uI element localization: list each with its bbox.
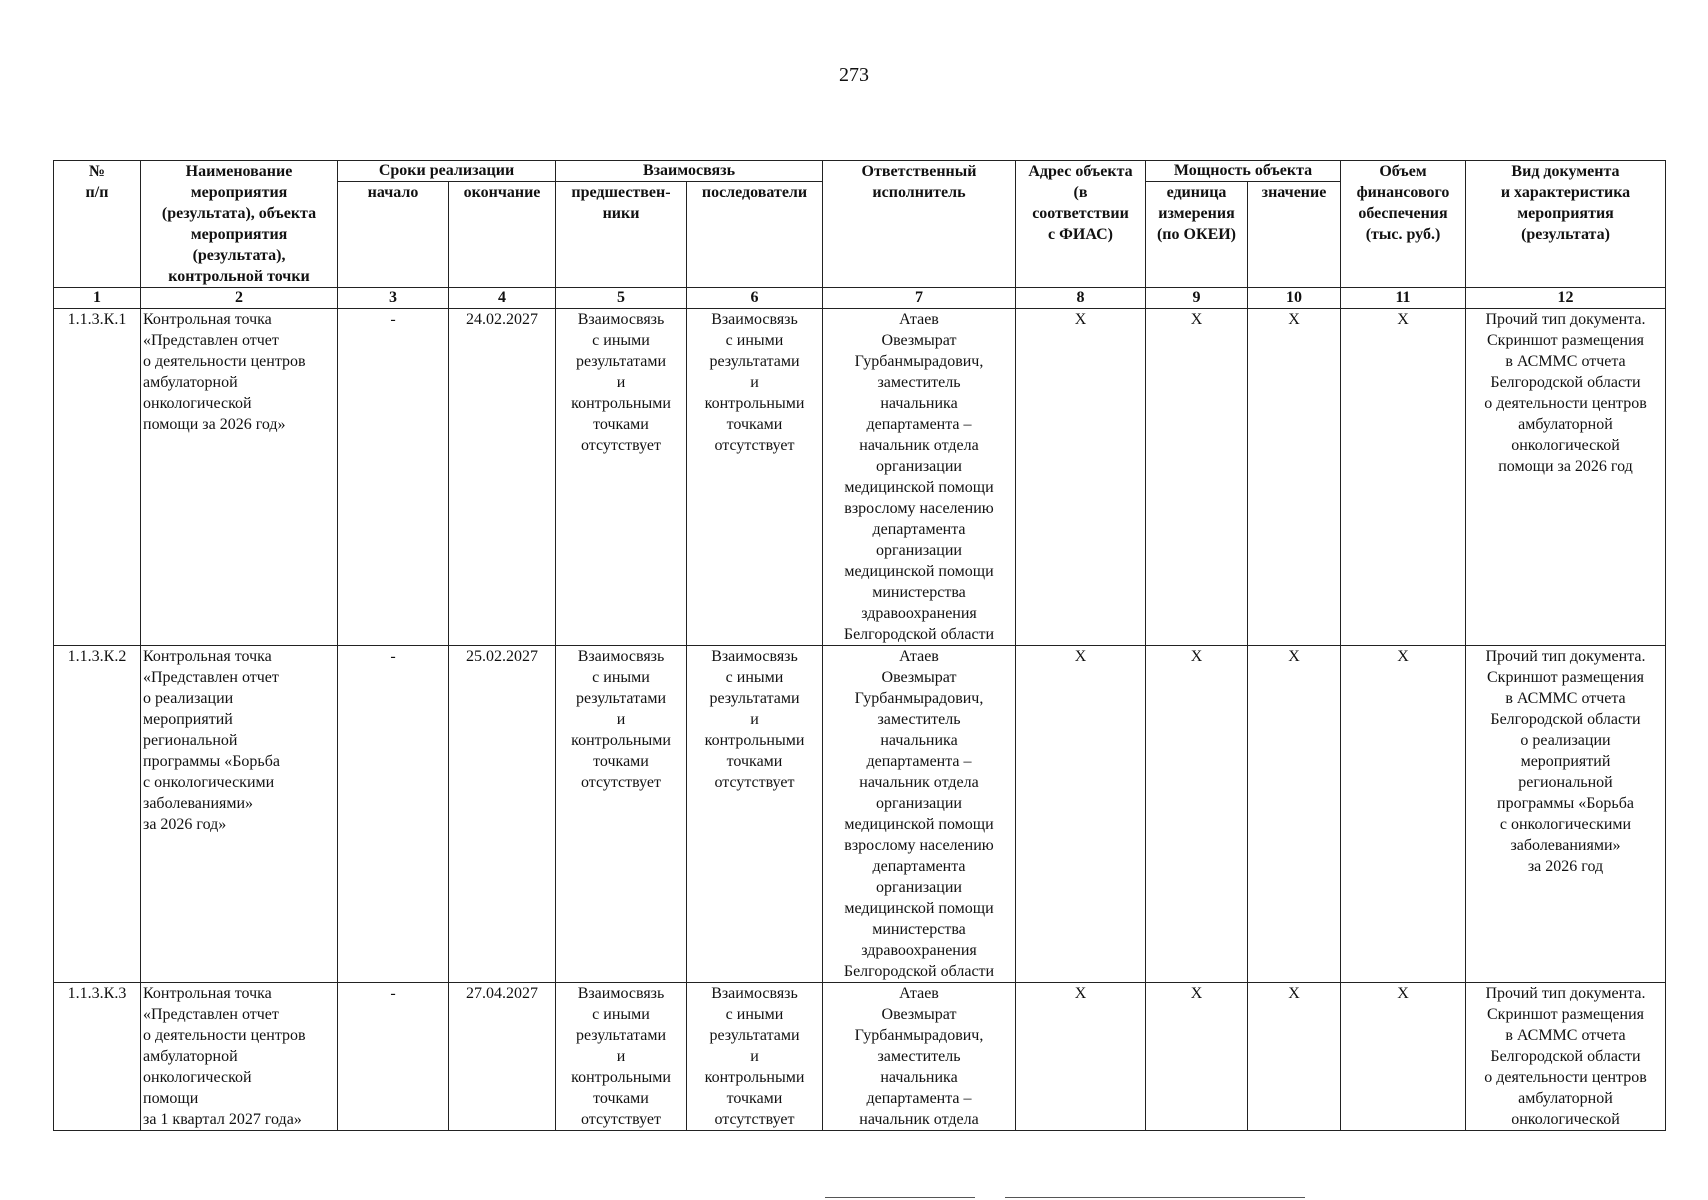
row-successors: Взаимосвязь с иными результатами и контрольными точками отсутствует	[687, 646, 823, 983]
row-start: -	[338, 309, 449, 646]
column-number: 4	[449, 288, 556, 309]
row-responsible: Атаев Овезмырат Гурбанмырадович, заместитель начальника департамента – начальник отдела организации медицинской помощи взрослому населению департамента организации медицинской помощи министерства здравоохранения Белгородской области	[823, 646, 1016, 983]
header-predecessors: предшествен- ники	[556, 182, 687, 288]
row-name: Контрольная точка «Представлен отчет о деятельности центров амбулаторной онкологической помощи за 2026 год»	[141, 309, 338, 646]
row-end: 25.02.2027	[449, 646, 556, 983]
column-number: 8	[1016, 288, 1146, 309]
row-num: 1.1.3.К.1	[54, 309, 141, 646]
header-doc: Вид документа и характеристика мероприятия (результата)	[1466, 161, 1666, 288]
header-capacity: Мощность объекта	[1146, 161, 1341, 182]
row-finance: X	[1341, 983, 1466, 1131]
column-number: 10	[1248, 288, 1341, 309]
page-number: 273	[839, 64, 869, 86]
row-successors: Взаимосвязь с иными результатами и контрольными точками отсутствует	[687, 983, 823, 1131]
header-terms: Сроки реализации	[338, 161, 556, 182]
row-unit: X	[1146, 309, 1248, 646]
row-predecessors: Взаимосвязь с иными результатами и контрольными точками отсутствует	[556, 983, 687, 1131]
header-start: начало	[338, 182, 449, 288]
column-number: 7	[823, 288, 1016, 309]
row-name: Контрольная точка «Представлен отчет о реализации мероприятий региональной программы «Борьба с онкологическими заболеваниями» за 2026 год»	[141, 646, 338, 983]
header-unit: единица измерения (по ОКЕИ)	[1146, 182, 1248, 288]
row-address: X	[1016, 646, 1146, 983]
row-finance: X	[1341, 309, 1466, 646]
header-responsible: Ответственный исполнитель	[823, 161, 1016, 288]
scan-artifact-line	[825, 1197, 975, 1198]
scan-artifact-line	[1005, 1197, 1305, 1198]
header-num: № п/п	[54, 161, 141, 288]
row-address: X	[1016, 309, 1146, 646]
row-start: -	[338, 983, 449, 1131]
row-unit: X	[1146, 646, 1248, 983]
header-name: Наименование мероприятия (результата), объекта мероприятия (результата), контрольной точки	[141, 161, 338, 288]
row-name: Контрольная точка «Представлен отчет о деятельности центров амбулаторной онкологической помощи за 1 квартал 2027 года»	[141, 983, 338, 1131]
table-row	[54, 309, 1666, 646]
row-value: X	[1248, 646, 1341, 983]
row-unit: X	[1146, 983, 1248, 1131]
header-end: окончание	[449, 182, 556, 288]
row-address: X	[1016, 983, 1146, 1131]
row-start: -	[338, 646, 449, 983]
column-number: 11	[1341, 288, 1466, 309]
row-num: 1.1.3.К.3	[54, 983, 141, 1131]
header-finance: Объем финансового обеспечения (тыс. руб.)	[1341, 161, 1466, 288]
header-row-1	[54, 161, 1666, 182]
header-successors: последователи	[687, 182, 823, 288]
header-links: Взаимосвязь	[556, 161, 823, 182]
row-end: 24.02.2027	[449, 309, 556, 646]
row-doc: Прочий тип документа. Скриншот размещения в АСММС отчета Белгородской области о деятельности центров амбулаторной онкологической помощи за 2026 год	[1466, 309, 1666, 646]
column-number: 3	[338, 288, 449, 309]
header-value: значение	[1248, 182, 1341, 288]
row-doc: Прочий тип документа. Скриншот размещения в АСММС отчета Белгородской области о деятельности центров амбулаторной онкологической	[1466, 983, 1666, 1131]
row-finance: X	[1341, 646, 1466, 983]
plan-table	[53, 160, 1666, 1131]
column-number: 6	[687, 288, 823, 309]
row-value: X	[1248, 983, 1341, 1131]
row-successors: Взаимосвязь с иными результатами и контрольными точками отсутствует	[687, 309, 823, 646]
row-predecessors: Взаимосвязь с иными результатами и контрольными точками отсутствует	[556, 646, 687, 983]
column-numbers-row	[54, 288, 1666, 309]
column-number: 2	[141, 288, 338, 309]
row-num: 1.1.3.К.2	[54, 646, 141, 983]
row-responsible: Атаев Овезмырат Гурбанмырадович, заместитель начальника департамента – начальник отдела	[823, 983, 1016, 1131]
header-address: Адрес объекта (в соответствии с ФИАС)	[1016, 161, 1146, 288]
column-number: 1	[54, 288, 141, 309]
table-row	[54, 983, 1666, 1131]
column-number: 9	[1146, 288, 1248, 309]
column-number: 12	[1466, 288, 1666, 309]
row-value: X	[1248, 309, 1341, 646]
row-responsible: Атаев Овезмырат Гурбанмырадович, заместитель начальника департамента – начальник отдела организации медицинской помощи взрослому населению департамента организации медицинской помощи министерства здравоохранения Белгородской области	[823, 309, 1016, 646]
row-doc: Прочий тип документа. Скриншот размещения в АСММС отчета Белгородской области о реализации мероприятий региональной программы «Борьба с онкологическими заболеваниями» за 2026 год	[1466, 646, 1666, 983]
table-row	[54, 646, 1666, 983]
row-predecessors: Взаимосвязь с иными результатами и контрольными точками отсутствует	[556, 309, 687, 646]
row-end: 27.04.2027	[449, 983, 556, 1131]
column-number: 5	[556, 288, 687, 309]
